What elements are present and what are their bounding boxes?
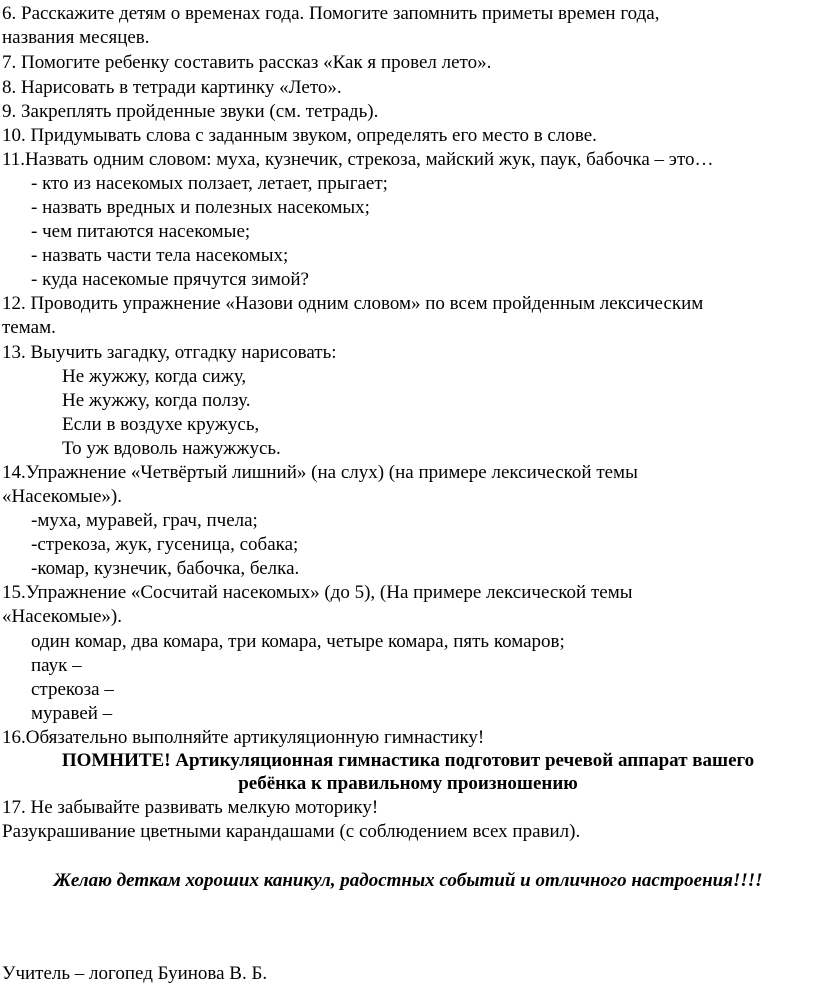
list-item: муравей – [31,703,113,724]
text-line: темам. [2,317,56,338]
text-line: 16.Обязательно выполняйте артикуляционную гимнастику! [2,727,485,748]
text-line: «Насекомые»). [2,606,122,627]
list-item: - кто из насекомых ползает, летает, прыгает; [31,173,388,194]
list-item: - куда насекомые прячутся зимой? [31,269,309,290]
text-line: 12. Проводить упражнение «Назови одним словом» по всем пройденным лексическим [2,293,704,314]
text-line: 13. Выучить загадку, отгадку нарисовать: [2,342,337,363]
list-item: паук – [31,655,82,676]
text-line: 10. Придумывать слова с заданным звуком, определять его место в слове. [2,125,597,146]
list-item: один комар, два комара, три комара, четыре комара, пять комаров; [31,631,565,652]
reminder-heading-line-2: ребёнка к правильному произношению [238,773,578,794]
riddle-line: Если в воздухе кружусь, [62,414,260,435]
riddle-line: Не жужжу, когда сижу, [62,366,247,387]
text-line: 14.Упражнение «Четвёртый лишний» (на слух) (на примере лексической темы [2,462,638,483]
closing-wish: Желаю деткам хороших каникул, радостных событий и отличного настроения!!!! [53,870,763,891]
list-item: - назвать вредных и полезных насекомых; [31,197,370,218]
riddle-line: Не жужжу, когда ползу. [62,390,251,411]
text-line: 8. Нарисовать в тетради картинку «Лето». [2,77,342,98]
list-item: -муха, муравей, грач, пчела; [31,510,258,531]
text-line: Разукрашивание цветными карандашами (с соблюдением всех правил). [2,821,581,842]
list-item: - чем питаются насекомые; [31,221,251,242]
riddle-line: То уж вдоволь нажужжусь. [62,438,281,459]
text-line: «Насекомые»). [2,486,122,507]
reminder-heading-line-1: ПОМНИТЕ! Артикуляционная гимнастика подготовит речевой аппарат вашего [61,750,755,771]
text-line: 17. Не забывайте развивать мелкую моторику! [2,797,379,818]
list-item: -стрекоза, жук, гусеница, собака; [31,534,299,555]
text-line: 11.Назвать одним словом: муха, кузнечик, стрекоза, майский жук, паук, бабочка – это… [2,149,714,170]
list-item: - назвать части тела насекомых; [31,245,289,266]
signature-line: Учитель – логопед Буинова В. Б. [2,963,268,984]
text-line: 6. Расскажите детям о временах года. Помогите запомнить приметы времен года, [2,3,660,24]
list-item: стрекоза – [31,679,114,700]
text-line: 9. Закреплять пройденные звуки (см. тетрадь). [2,101,379,122]
text-line: названия месяцев. [2,27,150,48]
list-item: -комар, кузнечик, бабочка, белка. [31,558,300,579]
text-line: 7. Помогите ребенку составить рассказ «Как я провел лето». [2,52,492,73]
text-line: 15.Упражнение «Сосчитай насекомых» (до 5), (На примере лексической темы [2,582,633,603]
